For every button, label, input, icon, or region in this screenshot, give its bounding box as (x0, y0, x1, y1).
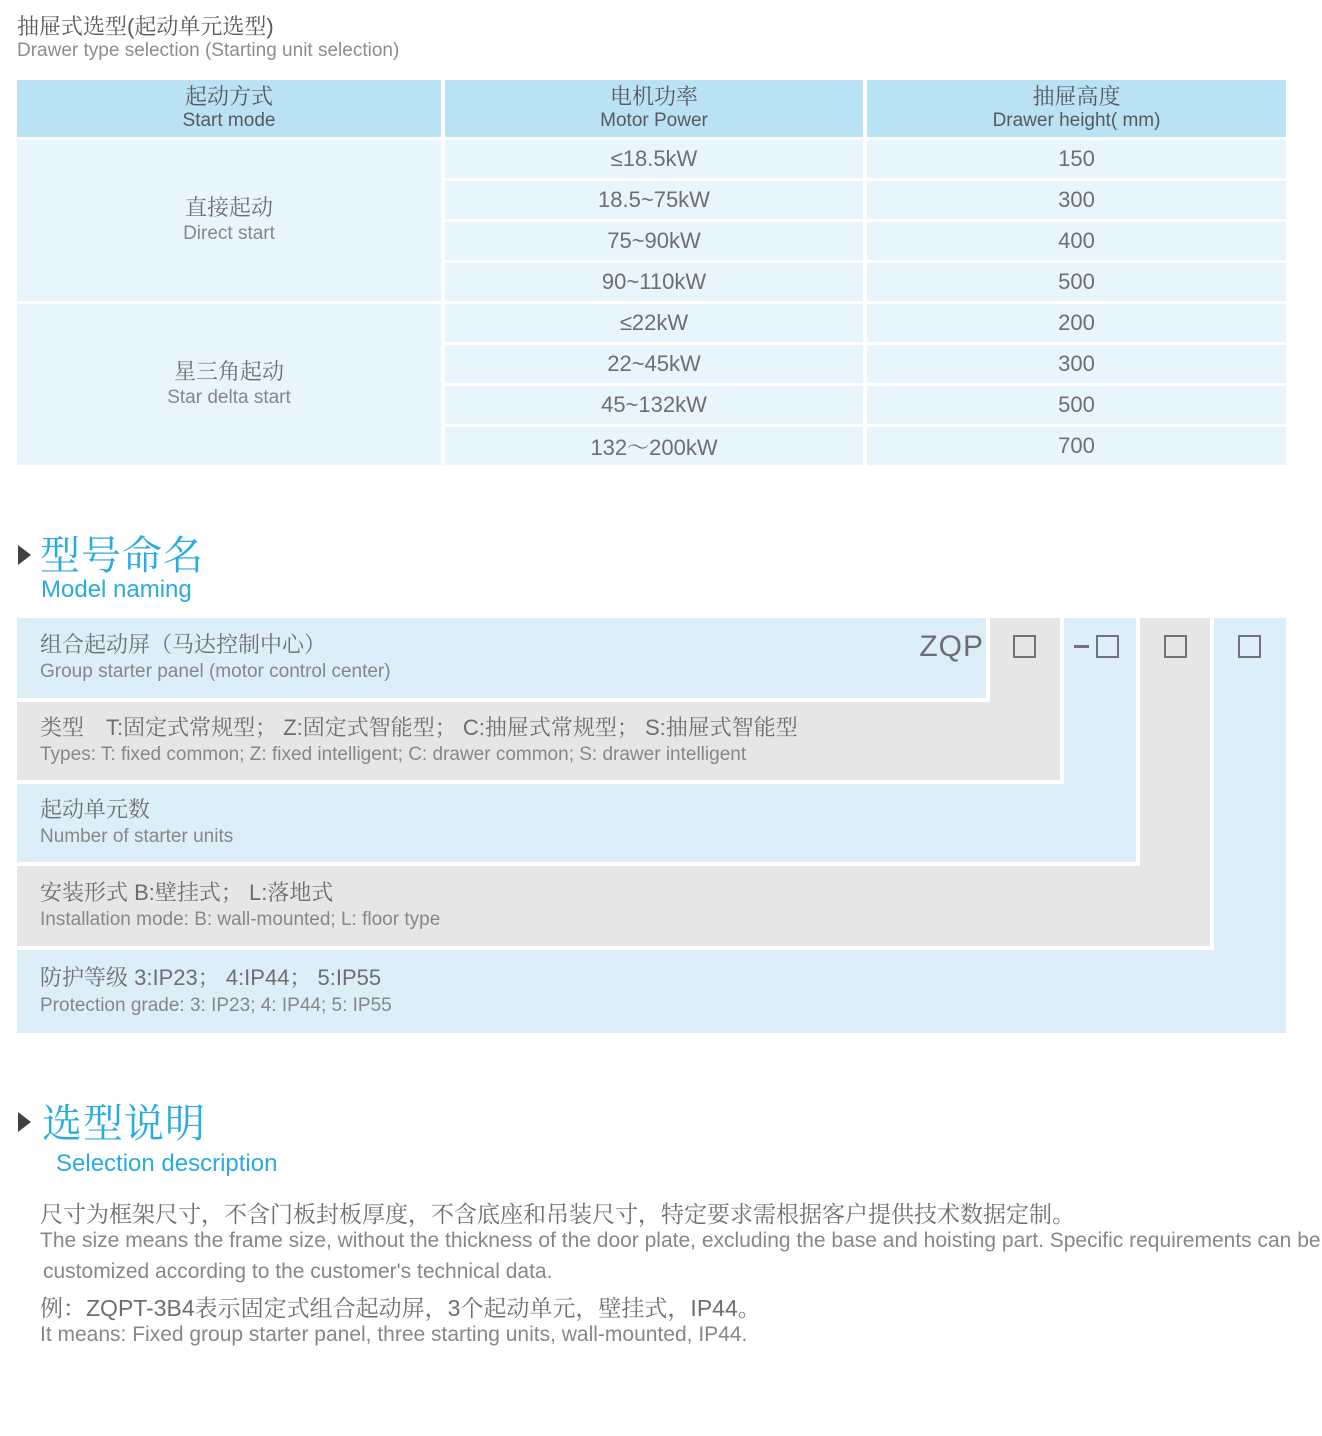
section-title-model-naming: 型号命名 (40, 534, 204, 578)
drawer-height-cell: 700 (867, 427, 1286, 465)
drawer-selection-table (17, 80, 1286, 465)
section-arrow-icon (18, 1112, 31, 1132)
start-mode-cell-direct: 直接起动 Direct start (17, 140, 441, 301)
page-title: 抽屉式选型(起动单元选型) (17, 14, 274, 39)
motor-power-cell: 132～200kW (445, 427, 863, 465)
drawer-height-cell: 500 (867, 386, 1286, 424)
motor-power-cell: 22~45kW (445, 345, 863, 383)
description-line-cn-2: 例：ZQPT-3B4表示固定式组合起动屏，3个起动单元，壁挂式，IP44。 (40, 1295, 761, 1321)
section-subtitle-model-naming: Model naming (41, 576, 192, 603)
motor-power-cell: 90~110kW (445, 263, 863, 301)
model-code-dash-icon (1074, 645, 1089, 648)
column-header-start-mode: 起动方式 Start mode (17, 80, 441, 137)
motor-power-cell: 45~132kW (445, 386, 863, 424)
model-row-types: 类型 T:固定式常规型； Z:固定式智能型； C:抽屉式常规型； S:抽屉式智能型 Types: T: fixed common; Z: fixed intelligent; C: drawer common; S: drawer intelligent (17, 702, 1060, 780)
model-step-column-4 (1214, 618, 1286, 1033)
section-arrow-icon (18, 545, 31, 565)
model-prefix-label: ZQP (919, 630, 984, 663)
model-row-starter-units: 起动单元数 Number of starter units (17, 784, 1136, 862)
motor-power-cell: 75~90kW (445, 222, 863, 260)
section-subtitle-selection-description: Selection description (56, 1150, 278, 1177)
drawer-height-cell: 300 (867, 181, 1286, 219)
motor-power-cell: ≤22kW (445, 304, 863, 342)
drawer-height-cell: 500 (867, 263, 1286, 301)
drawer-height-cell: 200 (867, 304, 1286, 342)
model-step-column-3 (1140, 618, 1210, 946)
model-code-box-3-icon (1164, 635, 1187, 658)
motor-power-cell: 18.5~75kW (445, 181, 863, 219)
model-code-box-4-icon (1238, 635, 1261, 658)
model-code-box-1-icon (1013, 635, 1036, 658)
model-code-box-2-icon (1096, 635, 1119, 658)
column-header-motor-power: 电机功率 Motor Power (445, 80, 863, 137)
start-mode-cell-star-delta: 星三角起动 Star delta start (17, 304, 441, 465)
model-row-group-starter-panel: 组合起动屏（马达控制中心） Group starter panel (motor control center) (17, 618, 986, 698)
motor-power-cell: ≤18.5kW (445, 140, 863, 178)
model-row-installation-mode: 安装形式 B:壁挂式； L:落地式 Installation mode: B: wall-mounted; L: floor type (17, 866, 1210, 946)
description-line-cn-1: 尺寸为框架尺寸，不含门板封板厚度，不含底座和吊装尺寸，特定要求需根据客户提供技术数据定制。 (40, 1201, 1075, 1227)
page-subtitle: Drawer type selection (Starting unit selection) (17, 40, 400, 61)
description-line-en-3: It means: Fixed group starter panel, three starting units, wall-mounted, IP44. (40, 1323, 748, 1346)
model-row-protection-grade: 防护等级 3:IP23； 4:IP44； 5:IP55 Protection grade: 3: IP23; 4: IP44; 5: IP55 (17, 950, 1286, 1033)
description-line-en-2: customized according to the customer's technical data. (43, 1260, 553, 1283)
drawer-height-cell: 300 (867, 345, 1286, 383)
column-header-drawer-height: 抽屉高度 Drawer height( mm) (867, 80, 1286, 137)
drawer-height-cell: 150 (867, 140, 1286, 178)
drawer-height-cell: 400 (867, 222, 1286, 260)
description-line-en-1: The size means the frame size, without the thickness of the door plate, excluding the base and hoisting part. Specific requirements can be (40, 1229, 1321, 1252)
section-title-selection-description: 选型说明 (42, 1102, 206, 1146)
